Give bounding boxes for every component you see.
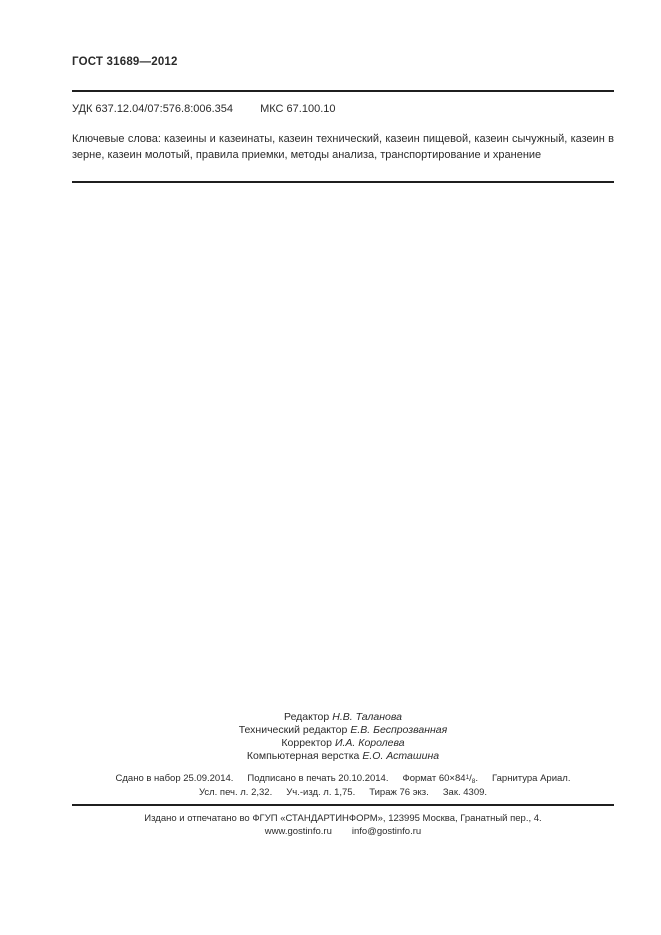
credit-role: Компьютерная верстка: [246, 750, 360, 762]
credit-name: И.А. Королева: [334, 737, 405, 749]
format-fraction-slash: /: [469, 773, 472, 784]
publisher-line: Издано и отпечатано во ФГУП «СТАНДАРТИНФОРМ», 123995 Москва, Гранатный пер., 4.: [144, 813, 542, 824]
horizontal-rule-keywords: [72, 181, 614, 183]
horizontal-rule-top: [72, 90, 614, 92]
email-text: info@gostinfo.ru: [351, 826, 422, 837]
set-date: Сдано в набор 25.09.2014.: [115, 773, 234, 784]
production-info: [60, 772, 626, 799]
format-prefix: Формат 60×84: [402, 773, 466, 784]
format-fraction-denominator: 8: [471, 777, 476, 785]
credit-name: Е.О. Асташина: [362, 750, 440, 762]
paper-format: [402, 772, 478, 786]
format-fraction-numerator: 1: [465, 773, 470, 781]
typeface: Гарнитура Ариал.: [492, 773, 571, 784]
imprint-block: [72, 812, 614, 838]
horizontal-rule-imprint: [72, 804, 614, 806]
credit-line-technical-editor: [72, 724, 614, 737]
printed-sheets: Усл. печ. л. 2,32.: [198, 787, 273, 798]
credit-line-corrector: [72, 737, 614, 750]
classification-line: [72, 103, 336, 115]
keywords-paragraph: Ключевые слова: казеины и казеинаты, казеин технический, казеин пищевой, казеин сычужный, казеин в зерне, казеин молотый, правила приемки, методы анализа, транспортирование и хранение: [72, 133, 614, 161]
credit-role: Технический редактор: [238, 724, 348, 736]
credit-role: Корректор: [281, 737, 332, 749]
credit-name: Н.В. Таланова: [332, 711, 402, 723]
doc-number: ГОСТ 31689—2012: [72, 56, 178, 68]
format-suffix: .: [475, 773, 479, 784]
circulation: Тираж 76 экз.: [369, 787, 429, 798]
credit-line-editor: [72, 711, 614, 724]
print-date: Подписано в печать 20.10.2014.: [247, 773, 389, 784]
credits-block: [72, 711, 614, 763]
mks-code: МКС 67.100.10: [260, 103, 336, 115]
credit-line-layout: [72, 750, 614, 763]
credit-role: Редактор: [284, 711, 330, 723]
production-line-1: [60, 772, 626, 786]
order-number: Зак. 4309.: [442, 787, 488, 798]
imprint-contacts: [72, 825, 614, 838]
udk-code: УДК 637.12.04/07:576.8:006.354: [72, 103, 234, 115]
production-line-2: [60, 786, 626, 799]
website-text: www.gostinfo.ru: [264, 826, 332, 837]
publish-sheets: Уч.-изд. л. 1,75.: [286, 787, 356, 798]
credit-name: Е.В. Беспрозванная: [350, 724, 448, 736]
